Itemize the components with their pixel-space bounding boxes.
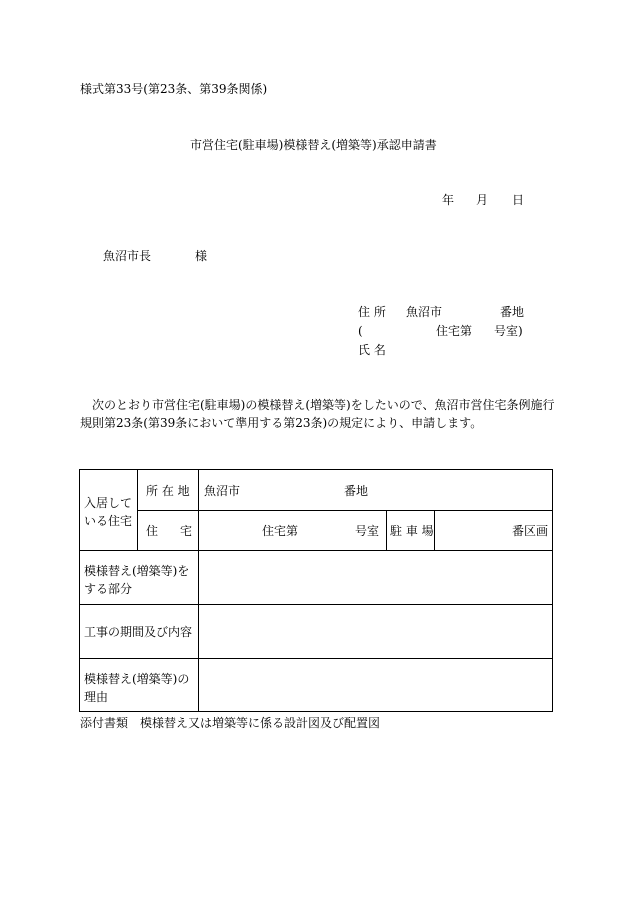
- location-city: 魚沼市: [204, 484, 241, 498]
- address-banchi: 番地: [500, 305, 525, 319]
- date-day: 日: [512, 193, 525, 207]
- renovation-part-label: 模様替え(増築等)をする部分: [84, 564, 190, 596]
- housing-number: 住宅第: [262, 524, 299, 538]
- date-month: 月: [476, 193, 489, 207]
- addressee-name: 魚沼市長: [103, 249, 152, 263]
- renovation-reason-label: 模様替え(増築等)の理由: [84, 672, 190, 704]
- addressee-honorific: 様: [195, 249, 208, 263]
- room-label: 号室): [494, 324, 523, 338]
- body-line-2: 規則第23条(第39条において準用する第23条)の規定により、申請します。: [80, 416, 483, 430]
- document-title: 市営住宅(駐車場)模様替え(増築等)承認申請書: [190, 138, 437, 152]
- open-paren: (: [358, 324, 363, 338]
- resident-housing-label: 入居している住宅: [84, 496, 133, 528]
- address-label: 住 所: [358, 305, 386, 319]
- parking-label: 駐 車 場: [390, 524, 434, 538]
- attachments-note: 添付書類 模様替え又は増築等に係る設計図及び配置図: [80, 716, 381, 730]
- construction-period-label: 工事の期間及び内容: [84, 625, 193, 639]
- housing-row-label: 住 宅: [146, 524, 192, 538]
- location-banchi: 番地: [344, 484, 369, 498]
- location-label: 所 在 地: [146, 484, 190, 498]
- address-city: 魚沼市: [406, 305, 443, 319]
- date-year: 年: [442, 193, 455, 207]
- housing-label: 住宅第: [436, 324, 473, 338]
- form-number: 様式第33号(第23条、第39条関係): [80, 82, 268, 96]
- parking-section: 番区画: [512, 524, 549, 538]
- name-label: 氏 名: [358, 343, 386, 357]
- room-number: 号室: [355, 524, 380, 538]
- body-line-1: 次のとおり市営住宅(駐車場)の模様替え(増築等)をしたいので、魚沼市営住宅条例施行: [92, 398, 555, 412]
